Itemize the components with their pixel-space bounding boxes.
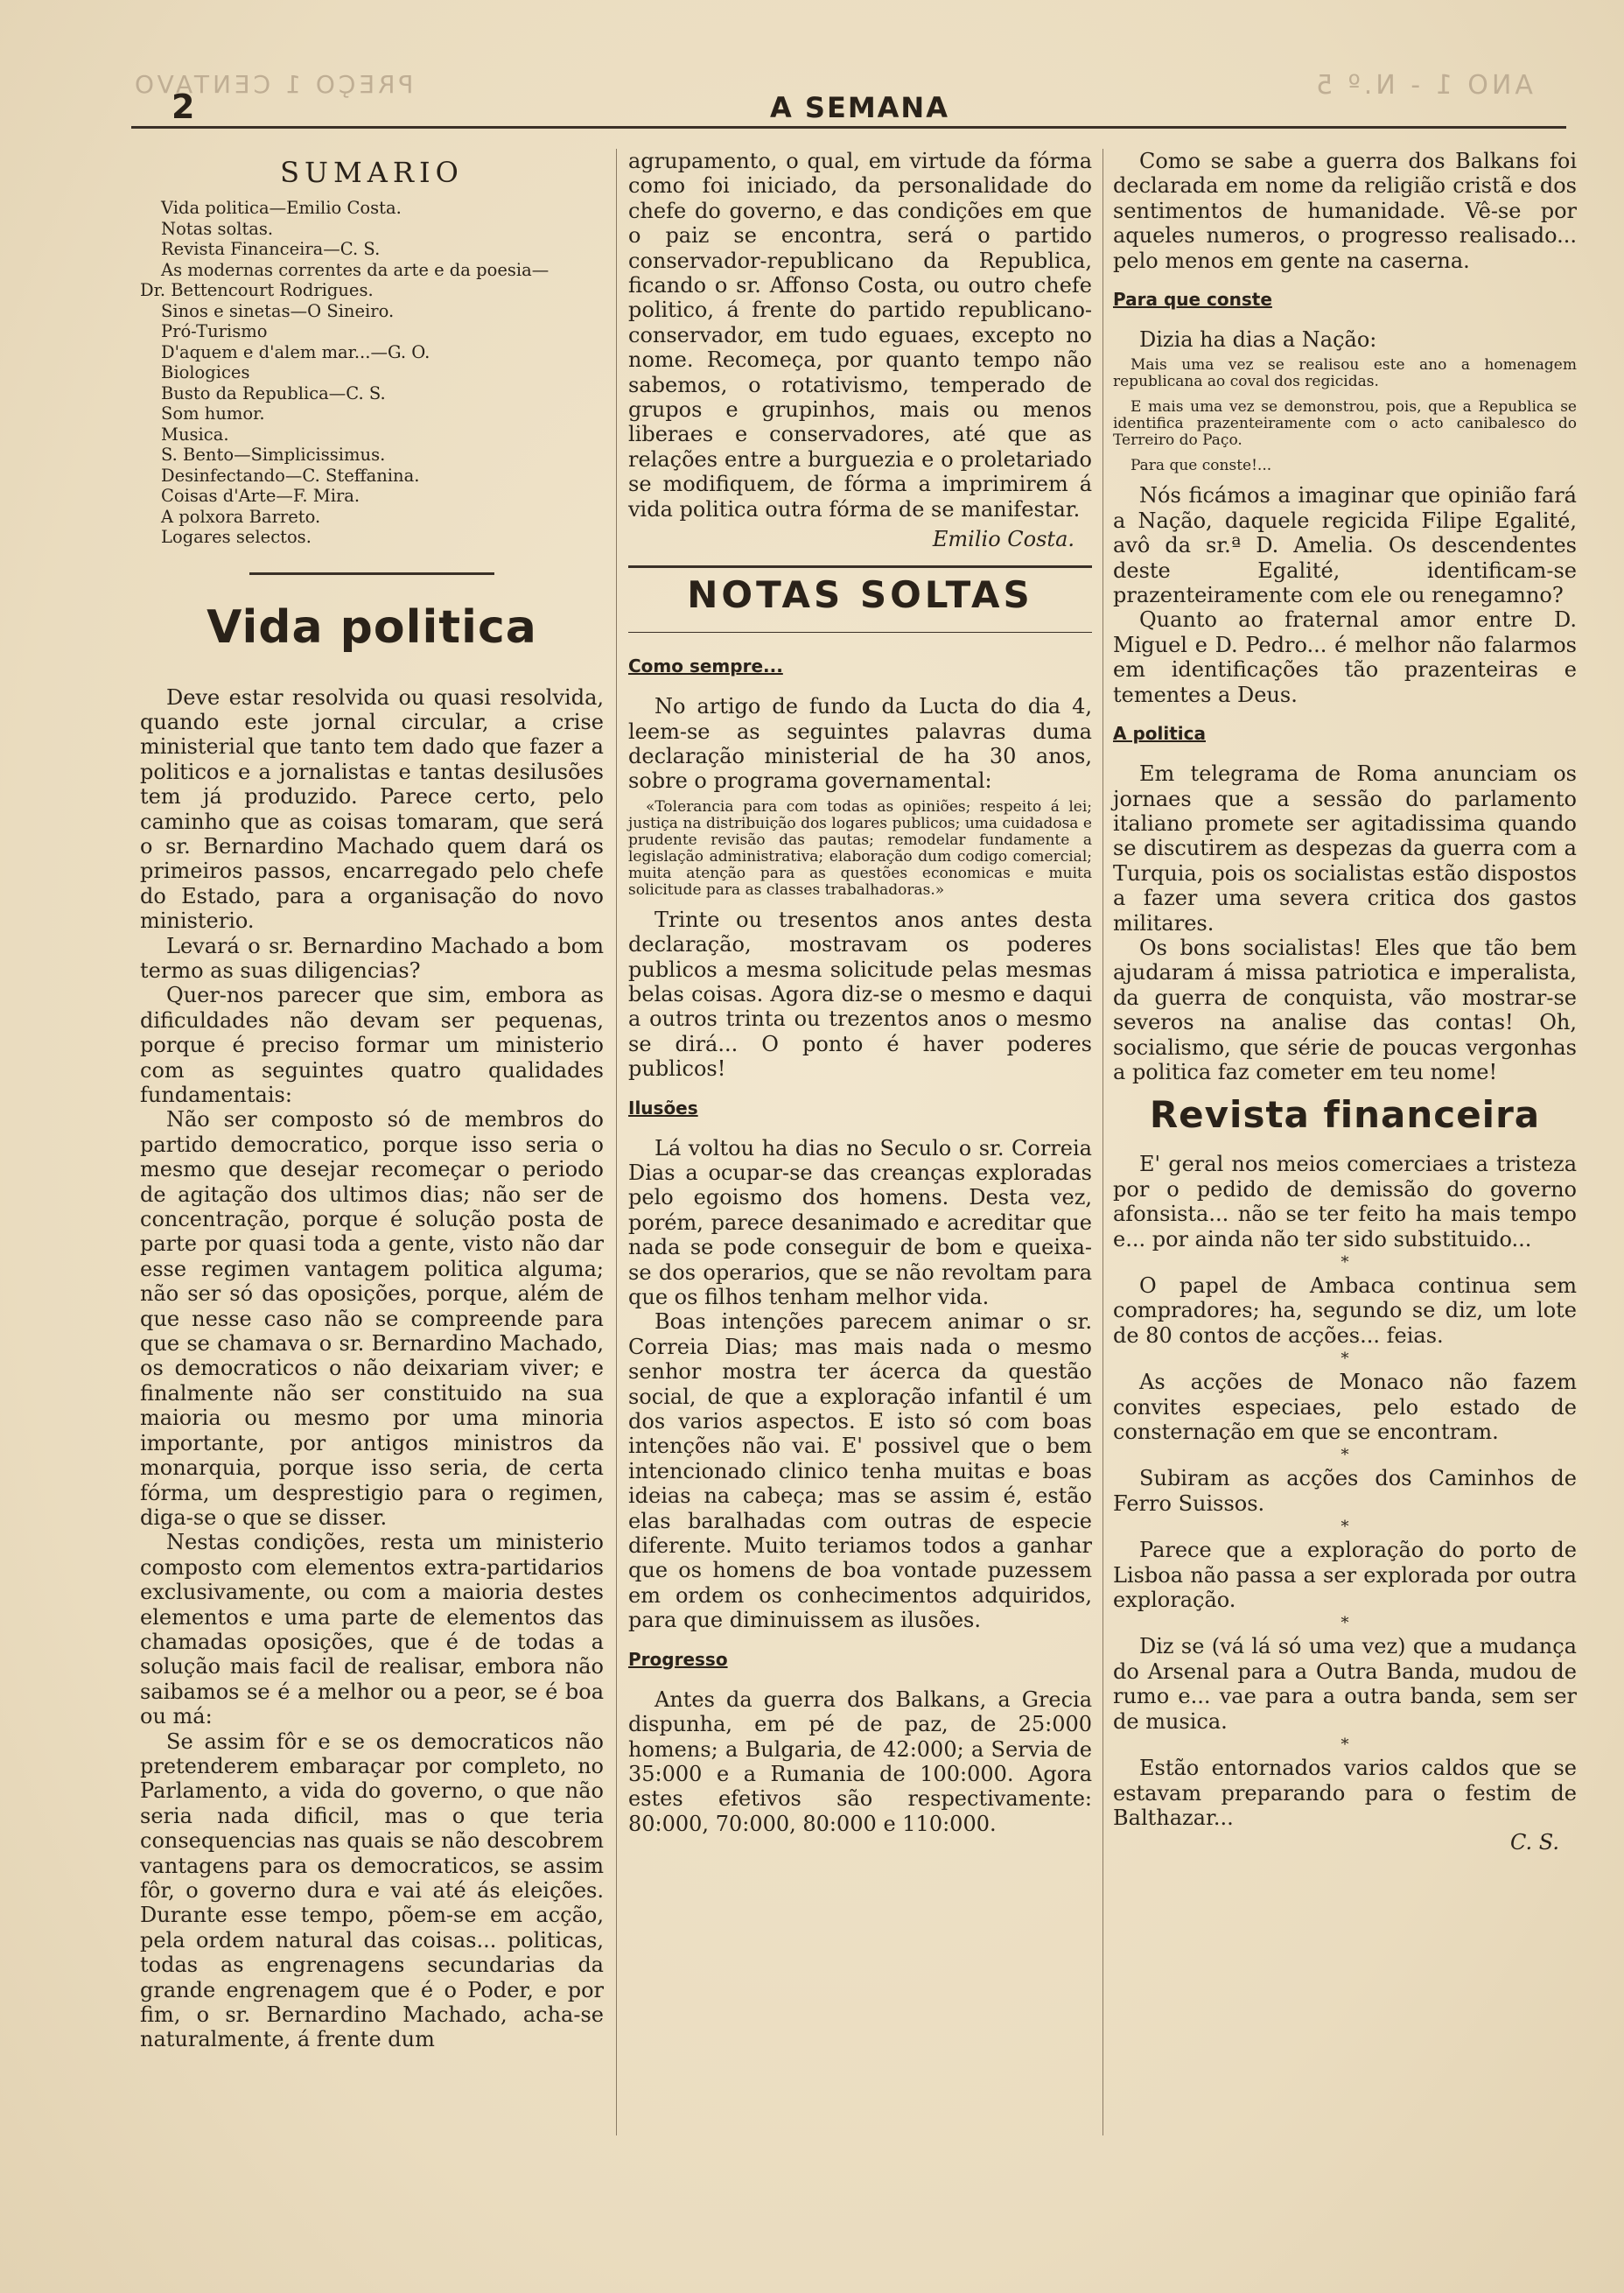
finance-item: As acções de Monaco não fazem convites especiaes, pelo estado de consternação em que se encontram. — [1113, 1370, 1577, 1445]
page-number: 2 — [172, 88, 195, 126]
column-divider-left — [616, 149, 617, 2135]
article-signature: Emilio Costa. — [932, 527, 1074, 552]
sumario-item: Logares selectos. — [161, 527, 312, 547]
sumario-item: Vida politica—Emilio Costa. — [161, 198, 402, 218]
sumario-item: Musica. — [161, 424, 229, 445]
article-paragraph: Quer-nos parecer que sim, embora as dificuldades não devam ser pequenas, porque é preciso formar um ministerio com as seguintes quatro qualidades fundamentais: — [140, 983, 604, 1107]
finance-item: O papel de Ambaca continua sem compradores; ha, segundo se diz, um lote de 80 contos de acções... feias. — [1113, 1273, 1577, 1348]
sumario-item: Desinfectando—C. Steffanina. — [161, 465, 420, 486]
column-divider-right — [1102, 149, 1103, 2135]
article-paragraph: Trinte ou tresentos anos antes desta declaração, mostravam os poderes publicos a mesma solicitude pelas mesmas belas coisas. Agora diz-se o mesmo e daqui a outros trinta ou trezentos anos o mesmo se dirá... O ponto é haver poderes publicos! — [628, 907, 1092, 1082]
sumario-title: SUMARIO — [280, 156, 464, 189]
article-quote: Mais uma vez se realisou este ano a homenagem republicana ao coval dos regicidas. — [1113, 356, 1577, 391]
article-continuation: agrupamento, o qual, em virtude da fórma como foi iniciado, da personalidade do chefe do governo, e das condições em que o paiz se encontra, será o partido conservador-republicano da Republica, ficando o sr. Affonso Costa, ou outro chefe politico, á frente do partido republicano-conservador, em tudo eguaes, excepto no nome. Recomeça, por quanto tempo não sabemos, o rotativismo, temperado de grupos e grupinhos, mais ou menos liberaes e conservadores, até que as relações entre a burguezia e o proletariado se modifiquem, de fórma a imprimirem á vida politica outra fórma de se manifestar. — [628, 149, 1092, 522]
section-rule — [249, 572, 494, 575]
item-separator: * — [1340, 1614, 1349, 1633]
article-paragraph: Antes da guerra dos Balkans, a Grecia dispunha, em pé de paz, de 25:000 homens; a Bulgaria, de 42:000; a Servia de 35:000 e a Rumania de 100:000. Agora estes efetivos são respectivamente: 80:000, 70:000, 80:000 e 110:000. — [628, 1686, 1092, 1836]
vida-politica-heading: Vida politica — [206, 600, 537, 654]
subhead-a-politica: A politica — [1113, 723, 1206, 745]
section-rule — [628, 565, 1092, 568]
item-separator: * — [1340, 1736, 1349, 1755]
sumario-item: Busto da Republica—C. S. — [161, 382, 386, 403]
column-middle — [628, 149, 1092, 1836]
sumario-item: As modernas correntes da arte e da poesia— — [161, 259, 550, 280]
article-paragraph: Levará o sr. Bernardino Machado a bom termo as suas diligencias? — [140, 933, 604, 983]
sumario-item: Biologices — [161, 362, 250, 382]
finance-item: Parece que a exploração do porto de Lisboa não passa a ser explorada por outra exploração. — [1113, 1538, 1577, 1613]
article-paragraph: Se assim fôr e se os democraticos não pretenderem embaraçar por completo, no Parlamento, a vida do governo, o que não seria nada dificil, mas o que teria consequencias nas quais se não descobrem vantagens para os democraticos, se assim fôr, o governo dura e vai até ás eleições. Durante esse tempo, põem-se em acção, pela ordem natural das coisas... politicas, todas as engrenagens secundarias da grande engrenagem que é o Poder, e por fim, o sr. Bernardino Machado, acha-se naturalmente, á frente dum — [140, 1729, 604, 2052]
finance-item: E' geral nos meios comerciaes a tristeza por o pedido de demissão do governo afonsista... não se ter feito ha mais tempo e... por ainda não ter sido substituido... — [1113, 1152, 1577, 1252]
article-paragraph: Deve estar resolvida ou quasi resolvida, quando este jornal circular, a crise ministerial que tanto tem dado que fazer a politicos e a jornalistas e tantas desilusões tem já produzido. Parece certo, pelo caminho que as coisas tomaram, que será o sr. Bernardino Machado quem dará os primeiros passos, encarregado pelo chefe do Estado, para a organisação do novo ministerio. — [140, 684, 604, 934]
item-separator: * — [1340, 1253, 1349, 1272]
sumario-item: Revista Financeira—C. S. — [161, 239, 381, 259]
revista-financeira-heading: Revista financeira — [1149, 1093, 1541, 1137]
section-rule — [628, 632, 1092, 633]
article-paragraph: Quanto ao fraternal amor entre D. Miguel e D. Pedro... é melhor não falarmos em identificações tão prazenteiras e tementes a Deus. — [1113, 607, 1577, 707]
article-paragraph: Dizia ha dias a Nação: — [1139, 327, 1377, 353]
sumario-list — [140, 198, 604, 548]
article-paragraph: Não ser composto só de membros do partido democratico, porque isso seria o mesmo que desejar recomeçar o periodo de agitação dos ultimos dias; não ser de concentração, porque é solução posta de parte por quasi toda a gente, visto não dar esse regimen vantagem politica alguma; não ser só das oposições, porque, além de que nesse caso não se compreende para que se chamava o sr. Bernardino Machado, os democraticos o não deixariam viver; e finalmente não ser constituido na sua maioria ou mesmo por uma minoria importante, por antigos ministros da monarquia, porque isso seria, de certa fórma, um desprestigio para o regimen, diga-se o que se disser. — [140, 1107, 604, 1530]
article-paragraph: No artigo de fundo da Lucta do dia 4, leem-se as seguintes palavras duma declaração ministerial de ha 30 anos, sobre o programa governamental: — [628, 694, 1092, 794]
subhead-como-sempre: Como sempre... — [628, 656, 783, 677]
bleed-through-price: PREÇO 1 CENTAVO — [131, 70, 414, 99]
article-quote: E mais uma vez se demonstrou, pois, que a Republica se identifica prazenteiramente com o acto canibalesco do Terreiro do Paço. — [1113, 398, 1577, 450]
sumario-item: Sinos e sinetas—O Sineiro. — [161, 300, 395, 321]
finance-signature: C. S. — [1510, 1830, 1559, 1855]
article-paragraph: Nós ficámos a imaginar que opinião fará a Nação, daquele regicida Filipe Egalité, avô da sr.ª D. Amelia. Os descendentes deste Egalité, identificam-se prazenteiramente com ele ou renegamno? — [1113, 483, 1577, 608]
sumario-item: Pró-Turismo — [161, 321, 268, 341]
article-paragraph: Boas intenções parecem animar o sr. Correia Dias; mas mais nada o mesmo senhor mostra ter ácerca da questão social, de que a exploração infantil é um dos varios aspectos. E isto só com boas intenções não vai. E' possivel que o bem intencionado clinico tenha muitas e boas ideias na cabeça; mas se assim é, estão elas baralhadas com outras de especie diferente. Muito teriamos todos a ganhar que os homens de boa vontade puzessem em ordem os conhecimentos adquiridos, para que diminuissem as ilusões. — [628, 1309, 1092, 1633]
subhead-para-que-conste: Para que conste — [1113, 289, 1272, 311]
sumario-item: Notas soltas. — [161, 218, 274, 239]
article-paragraph: Em telegrama de Roma anunciam os jornaes que a sessão do parlamento italiano promete ser agitadissima quando se discutirem as despezas da guerra com a Turquia, pois os socialistas estão dispostos a fazer uma severa critica dos gastos militares. — [1113, 761, 1577, 936]
sumario-item: S. Bento—Simplicissimus. — [161, 445, 386, 465]
bleed-through-issue: ANO 1 - N.º 5 — [1312, 70, 1533, 101]
sumario-item: A polxora Barreto. — [161, 506, 321, 527]
finance-item: Diz se (vá lá só uma vez) que a mudança do Arsenal para a Outra Banda, mudou de rumo e... vae para a outra banda, sem ser de musica. — [1113, 1634, 1577, 1734]
sumario-item: Coisas d'Arte—F. Mira. — [161, 486, 360, 506]
finance-item: Subiram as acções dos Caminhos de Ferro Suissos. — [1113, 1466, 1577, 1516]
article-paragraph: Como se sabe a guerra dos Balkans foi declarada em nome da religião cristã e dos sentimentos de humanidade. Vê-se por aqueles numeros, o progresso realisado... pelo menos em gente na caserna. — [1113, 149, 1577, 273]
notas-soltas-heading: NOTAS SOLTAS — [687, 573, 1033, 617]
sumario-item: Dr. Bettencourt Rodrigues. — [140, 280, 374, 300]
article-paragraph: Lá voltou ha dias no Seculo o sr. Correia Dias a ocupar-se das creanças exploradas pelo egoismo dos homens. Desta vez, porém, parece desanimado e acreditar que nada se pode conseguir de bom e queixa-se dos operarios, que se não revoltam para que os filhos tenham melhor vida. — [628, 1135, 1092, 1309]
column-left — [140, 149, 604, 2052]
finance-item: Estão entornados varios caldos que se estavam preparando para o festim de Balthazar... — [1113, 1756, 1577, 1830]
item-separator: * — [1340, 1518, 1349, 1537]
article-quote: «Tolerancia para com todas as opiniões; respeito á lei; justiça na distribuição dos logares publicos; uma cuidadosa e prudente revisão das pautas; remodelar fundamente a legislação administrativa; elaboração dum codigo comercial; muita atenção para as questões economicas e muita solicitude para as classes trabalhadoras.» — [628, 797, 1092, 899]
article-quote: Para que conste!... — [1130, 457, 1272, 475]
sumario-item: D'aquem e d'alem mar...—G. O. — [161, 341, 430, 362]
article-paragraph: Os bons socialistas! Eles que tão bem ajudaram á missa patriotica e imperalista, da guerra de conquista, vão mostrar-se severos na analise das contas! Oh, socialismo, que série de poucas vergonhas a politica faz cometer em teu nome! — [1113, 935, 1577, 1084]
article-paragraph: Nestas condições, resta um ministerio composto com elementos extra-partidarios exclusivamente, ou com a maioria destes elementos e uma parte de elementos das chamadas oposições, que é de todas a solução mais facil de realisar, embora não saibamos se é a melhor ou a peor, se é boa ou má: — [140, 1530, 604, 1729]
item-separator: * — [1340, 1446, 1349, 1465]
item-separator: * — [1340, 1350, 1349, 1369]
masthead-title: A SEMANA — [770, 91, 949, 124]
subhead-progresso: Progresso — [628, 1648, 728, 1670]
column-right — [1113, 149, 1577, 1855]
sumario-item: Som humor. — [161, 403, 265, 424]
subhead-ilusoes: Ilusões — [628, 1097, 698, 1118]
header-rule — [131, 126, 1566, 129]
